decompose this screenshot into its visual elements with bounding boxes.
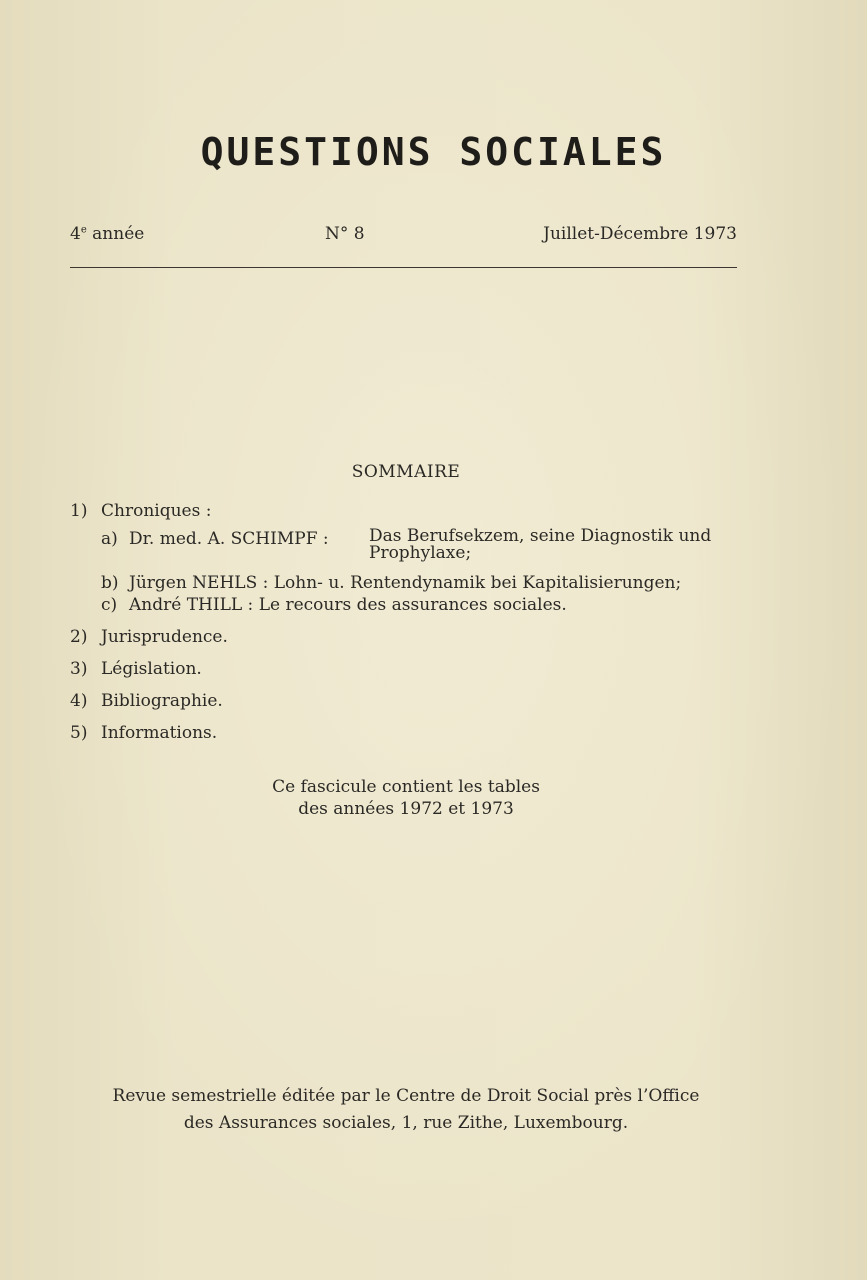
toc-item-bibliographie: 4) Bibliographie. bbox=[70, 691, 223, 711]
toc-item-chroniques: 1) Chroniques : bbox=[70, 501, 212, 521]
publisher-info: Revue semestrielle éditée par le Centre de Droit Social près l’Office des Assurances sociales, 1, rue Zithe, Luxembourg. bbox=[112, 1086, 700, 1133]
issue-info bbox=[70, 224, 737, 248]
issue-year: 4e année bbox=[70, 224, 145, 244]
issue-date: Juillet-Décembre 1973 bbox=[543, 224, 737, 244]
toc-item-informations: 5) Informations. bbox=[70, 723, 218, 743]
toc-subitem-b: b) Jürgen NEHLS : Lohn- u. Rentendynamik bei Kapitalisierungen; bbox=[101, 573, 682, 593]
toc-subitem-a-text: Dr. med. A. SCHIMPF : Das Berufsekzem, seine Diagnostik und Prophylaxe; bbox=[129, 526, 712, 563]
journal-title: QUESTIONS SOCIALES bbox=[200, 130, 667, 174]
issue-number: N° 8 bbox=[325, 224, 365, 244]
sommaire-heading: SOMMAIRE bbox=[351, 462, 461, 482]
header-divider bbox=[70, 267, 737, 268]
tables-note: Ce fascicule contient les tables des années 1972 et 1973 bbox=[272, 777, 540, 819]
toc-item-jurisprudence: 2) Jurisprudence. bbox=[70, 627, 228, 647]
toc-item-legislation: 3) Législation. bbox=[70, 659, 202, 679]
toc-subitem-c: c) André THILL : Le recours des assurances sociales. bbox=[101, 595, 567, 615]
toc-subitem-a: a) bbox=[101, 529, 118, 549]
